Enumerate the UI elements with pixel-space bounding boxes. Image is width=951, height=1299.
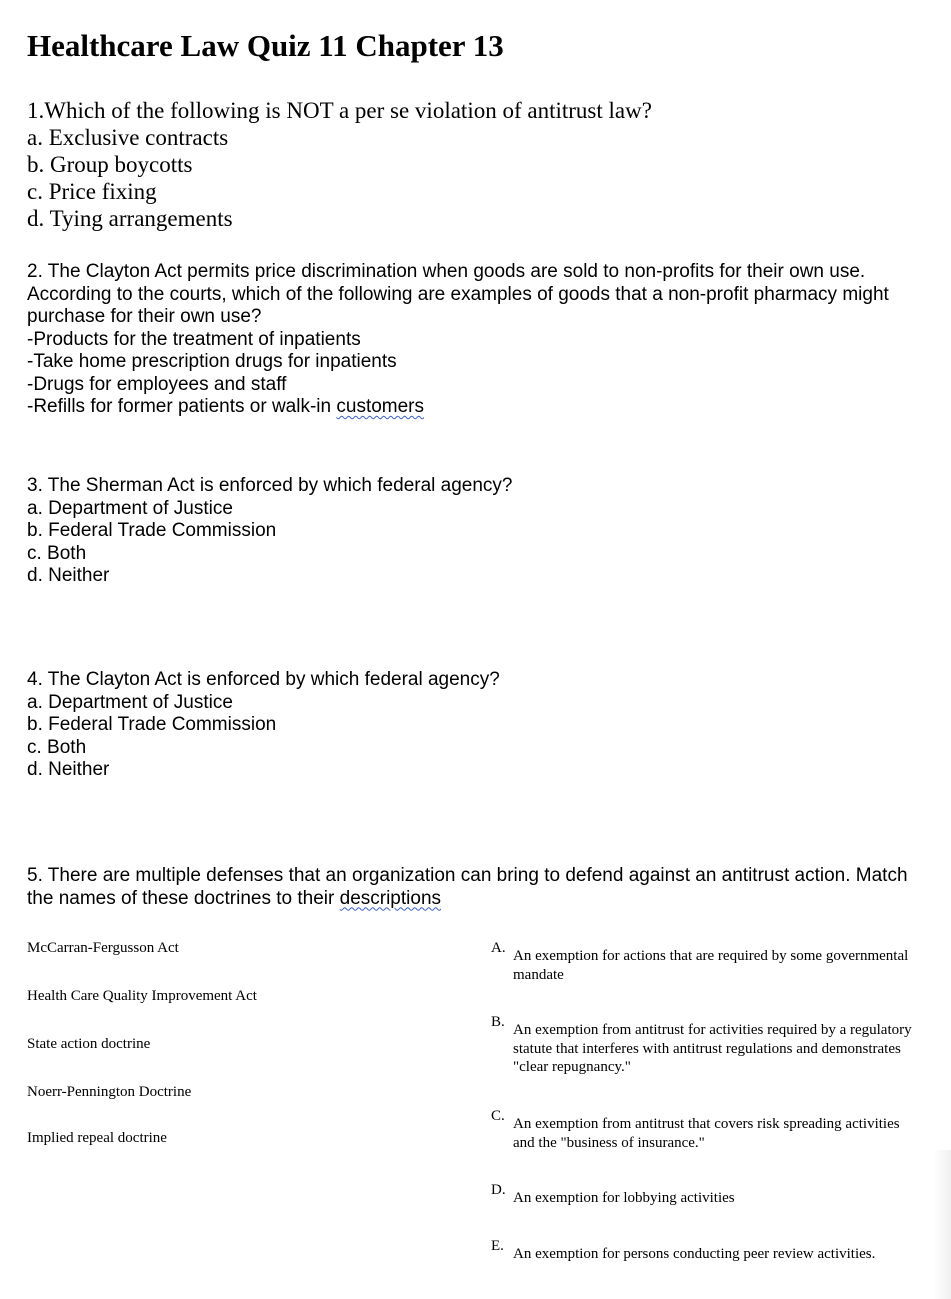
- match-answer-line: and the "business of insurance.": [513, 1134, 705, 1151]
- question-1: [27, 97, 652, 232]
- match-answer-c: [513, 1115, 900, 1152]
- question-2-item: -Take home prescription drugs for inpatients: [27, 351, 397, 372]
- question-3-stem: 3. The Sherman Act is enforced by which federal agency?: [27, 475, 513, 496]
- match-answer-e: [513, 1245, 875, 1264]
- match-answer-d: [513, 1189, 735, 1208]
- question-4-option-a: a. Department of Justice: [27, 691, 233, 713]
- match-term-3: State action doctrine: [27, 1036, 151, 1052]
- question-3-option-b: b. Federal Trade Commission: [27, 520, 277, 541]
- match-term-4: Noerr-Pennington Doctrine: [27, 1084, 192, 1100]
- question-2-line: purchase for their own use?: [27, 306, 262, 327]
- match-answer-line: statute that interferes with antitrust regulations and demonstrates: [513, 1040, 901, 1057]
- question-2-item: -Products for the treatment of inpatients: [27, 328, 361, 350]
- match-answer-letter-d: D.: [491, 1182, 506, 1198]
- match-answer-b: [513, 1021, 912, 1077]
- question-4: [27, 669, 500, 782]
- question-2: [27, 261, 889, 419]
- question-4-stem: 4. The Clayton Act is enforced by which federal agency?: [27, 669, 500, 690]
- question-2-item-text: -Refills for former patients or walk-in: [27, 396, 337, 417]
- match-answer-letter-c: C.: [491, 1108, 505, 1124]
- question-4-option-b: b. Federal Trade Commission: [27, 714, 277, 735]
- question-5-line: [27, 888, 908, 911]
- question-2-item-last: [27, 396, 889, 419]
- match-term-1: McCarran-Fergusson Act: [27, 940, 179, 956]
- question-2-line: According to the courts, which of the following are examples of goods that a non-profit pharmacy might: [27, 283, 889, 305]
- question-4-option-c: c. Both: [27, 736, 87, 758]
- question-2-item: -Drugs for employees and staff: [27, 373, 287, 395]
- match-term-5: Implied repeal doctrine: [27, 1130, 167, 1146]
- match-answer-line: An exemption from antitrust that covers risk spreading activities: [513, 1116, 900, 1132]
- question-5-line: 5. There are multiple defenses that an organization can bring to defend against an antitrust action. Match: [27, 865, 908, 886]
- question-1-option-a: a. Exclusive contracts: [27, 125, 229, 150]
- match-answer-line: "clear repugnancy.": [513, 1059, 631, 1075]
- match-answer-a: [513, 947, 908, 984]
- question-3: [27, 475, 512, 588]
- question-5-stem: [27, 865, 908, 910]
- spellcheck-underlined-word[interactable]: descriptions: [339, 887, 442, 909]
- question-4-option-d: d. Neither: [27, 759, 110, 780]
- page-title: Healthcare Law Quiz 11 Chapter 13: [27, 28, 504, 63]
- question-1-option-b: b. Group boycotts: [27, 152, 193, 177]
- match-answer-letter-b: B.: [491, 1014, 505, 1030]
- spellcheck-underlined-word[interactable]: customers: [336, 396, 425, 417]
- match-answer-letter-e: E.: [491, 1238, 504, 1254]
- match-answer-line: An exemption for actions that are required by some governmental: [513, 948, 909, 964]
- question-1-option-d: d. Tying arrangements: [27, 206, 233, 231]
- question-2-line: 2. The Clayton Act permits price discrimination when goods are sold to non-profits for their own use.: [27, 261, 866, 282]
- question-1-stem: 1.Which of the following is NOT a per se violation of antitrust law?: [27, 98, 652, 123]
- match-answer-line: An exemption for persons conducting peer review activities.: [513, 1246, 876, 1262]
- question-3-option-a: a. Department of Justice: [27, 497, 233, 519]
- question-3-option-c: c. Both: [27, 542, 87, 564]
- match-answer-line: An exemption from antitrust for activities required by a regulatory: [513, 1022, 912, 1038]
- match-term-2: Health Care Quality Improvement Act: [27, 988, 257, 1004]
- question-1-option-c: c. Price fixing: [27, 179, 157, 204]
- match-answer-line: An exemption for lobbying activities: [513, 1190, 735, 1206]
- question-5-line-text: the names of these doctrines to their: [27, 887, 340, 909]
- question-3-option-d: d. Neither: [27, 565, 110, 586]
- match-answer-line: mandate: [513, 966, 564, 983]
- page-edge-shadow: [933, 1150, 951, 1299]
- match-answer-letter-a: A.: [491, 940, 506, 956]
